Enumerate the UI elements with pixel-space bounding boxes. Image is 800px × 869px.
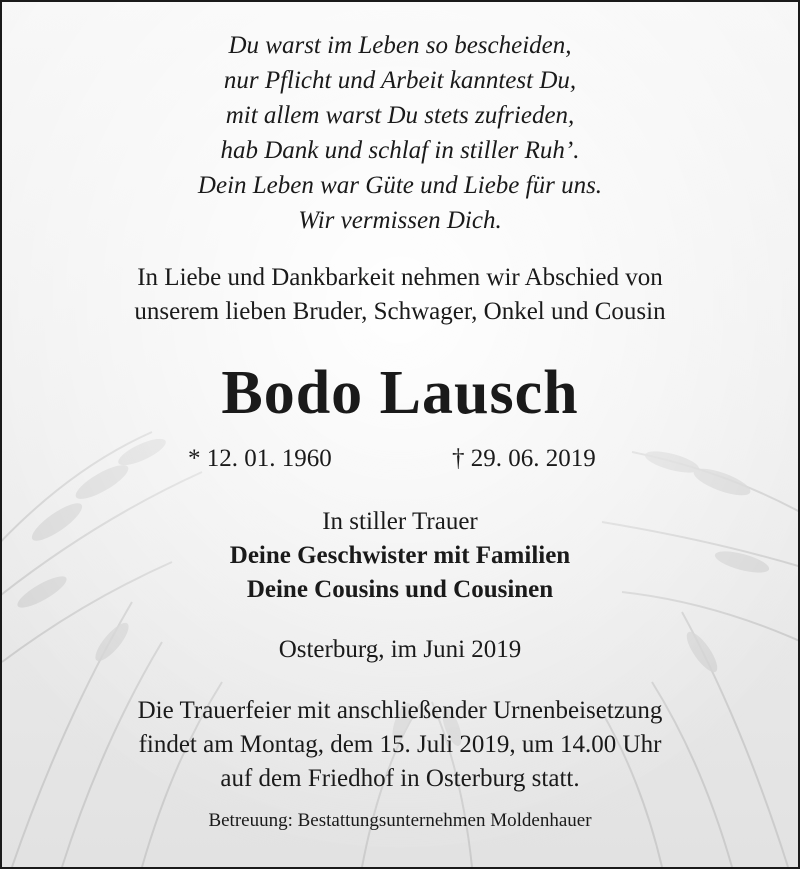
ceremony-line: auf dem Friedhof in Osterburg statt.: [220, 765, 580, 792]
place-date: Osterburg, im Juni 2019: [278, 636, 522, 663]
intro-line: In Liebe und Dankbarkeit nehmen wir Abschied von: [137, 264, 663, 291]
poem-line: hab Dank und schlaf in stiller Ruh’.: [220, 137, 580, 164]
birth-date: * 12. 01. 1960: [188, 445, 332, 472]
ceremony-line: findet am Montag, dem 15. Juli 2019, um 14.00 Uhr: [138, 731, 662, 758]
poem-line: Wir vermissen Dich.: [298, 207, 502, 234]
funeral-home-credit: Betreuung: Bestattungsunternehmen Moldenhauer: [208, 810, 592, 831]
mourner-line: Deine Cousins und Cousinen: [246, 576, 554, 603]
poem-line: nur Pflicht und Arbeit kanntest Du,: [223, 67, 577, 94]
death-date: † 29. 06. 2019: [452, 445, 596, 472]
ceremony-line: Die Trauerfeier mit anschließender Urnenbeisetzung: [137, 697, 663, 724]
intro-line: unserem lieben Bruder, Schwager, Onkel und Cousin: [134, 298, 666, 325]
poem-line: Dein Leben war Güte und Liebe für uns.: [197, 172, 603, 199]
poem-line: mit allem warst Du stets zufrieden,: [225, 102, 575, 129]
deceased-name: Bodo Lausch: [221, 359, 579, 427]
poem-line: Du warst im Leben so bescheiden,: [228, 32, 572, 59]
mourner-line: Deine Geschwister mit Familien: [229, 542, 571, 569]
mourners-intro: In stiller Trauer: [322, 508, 478, 535]
